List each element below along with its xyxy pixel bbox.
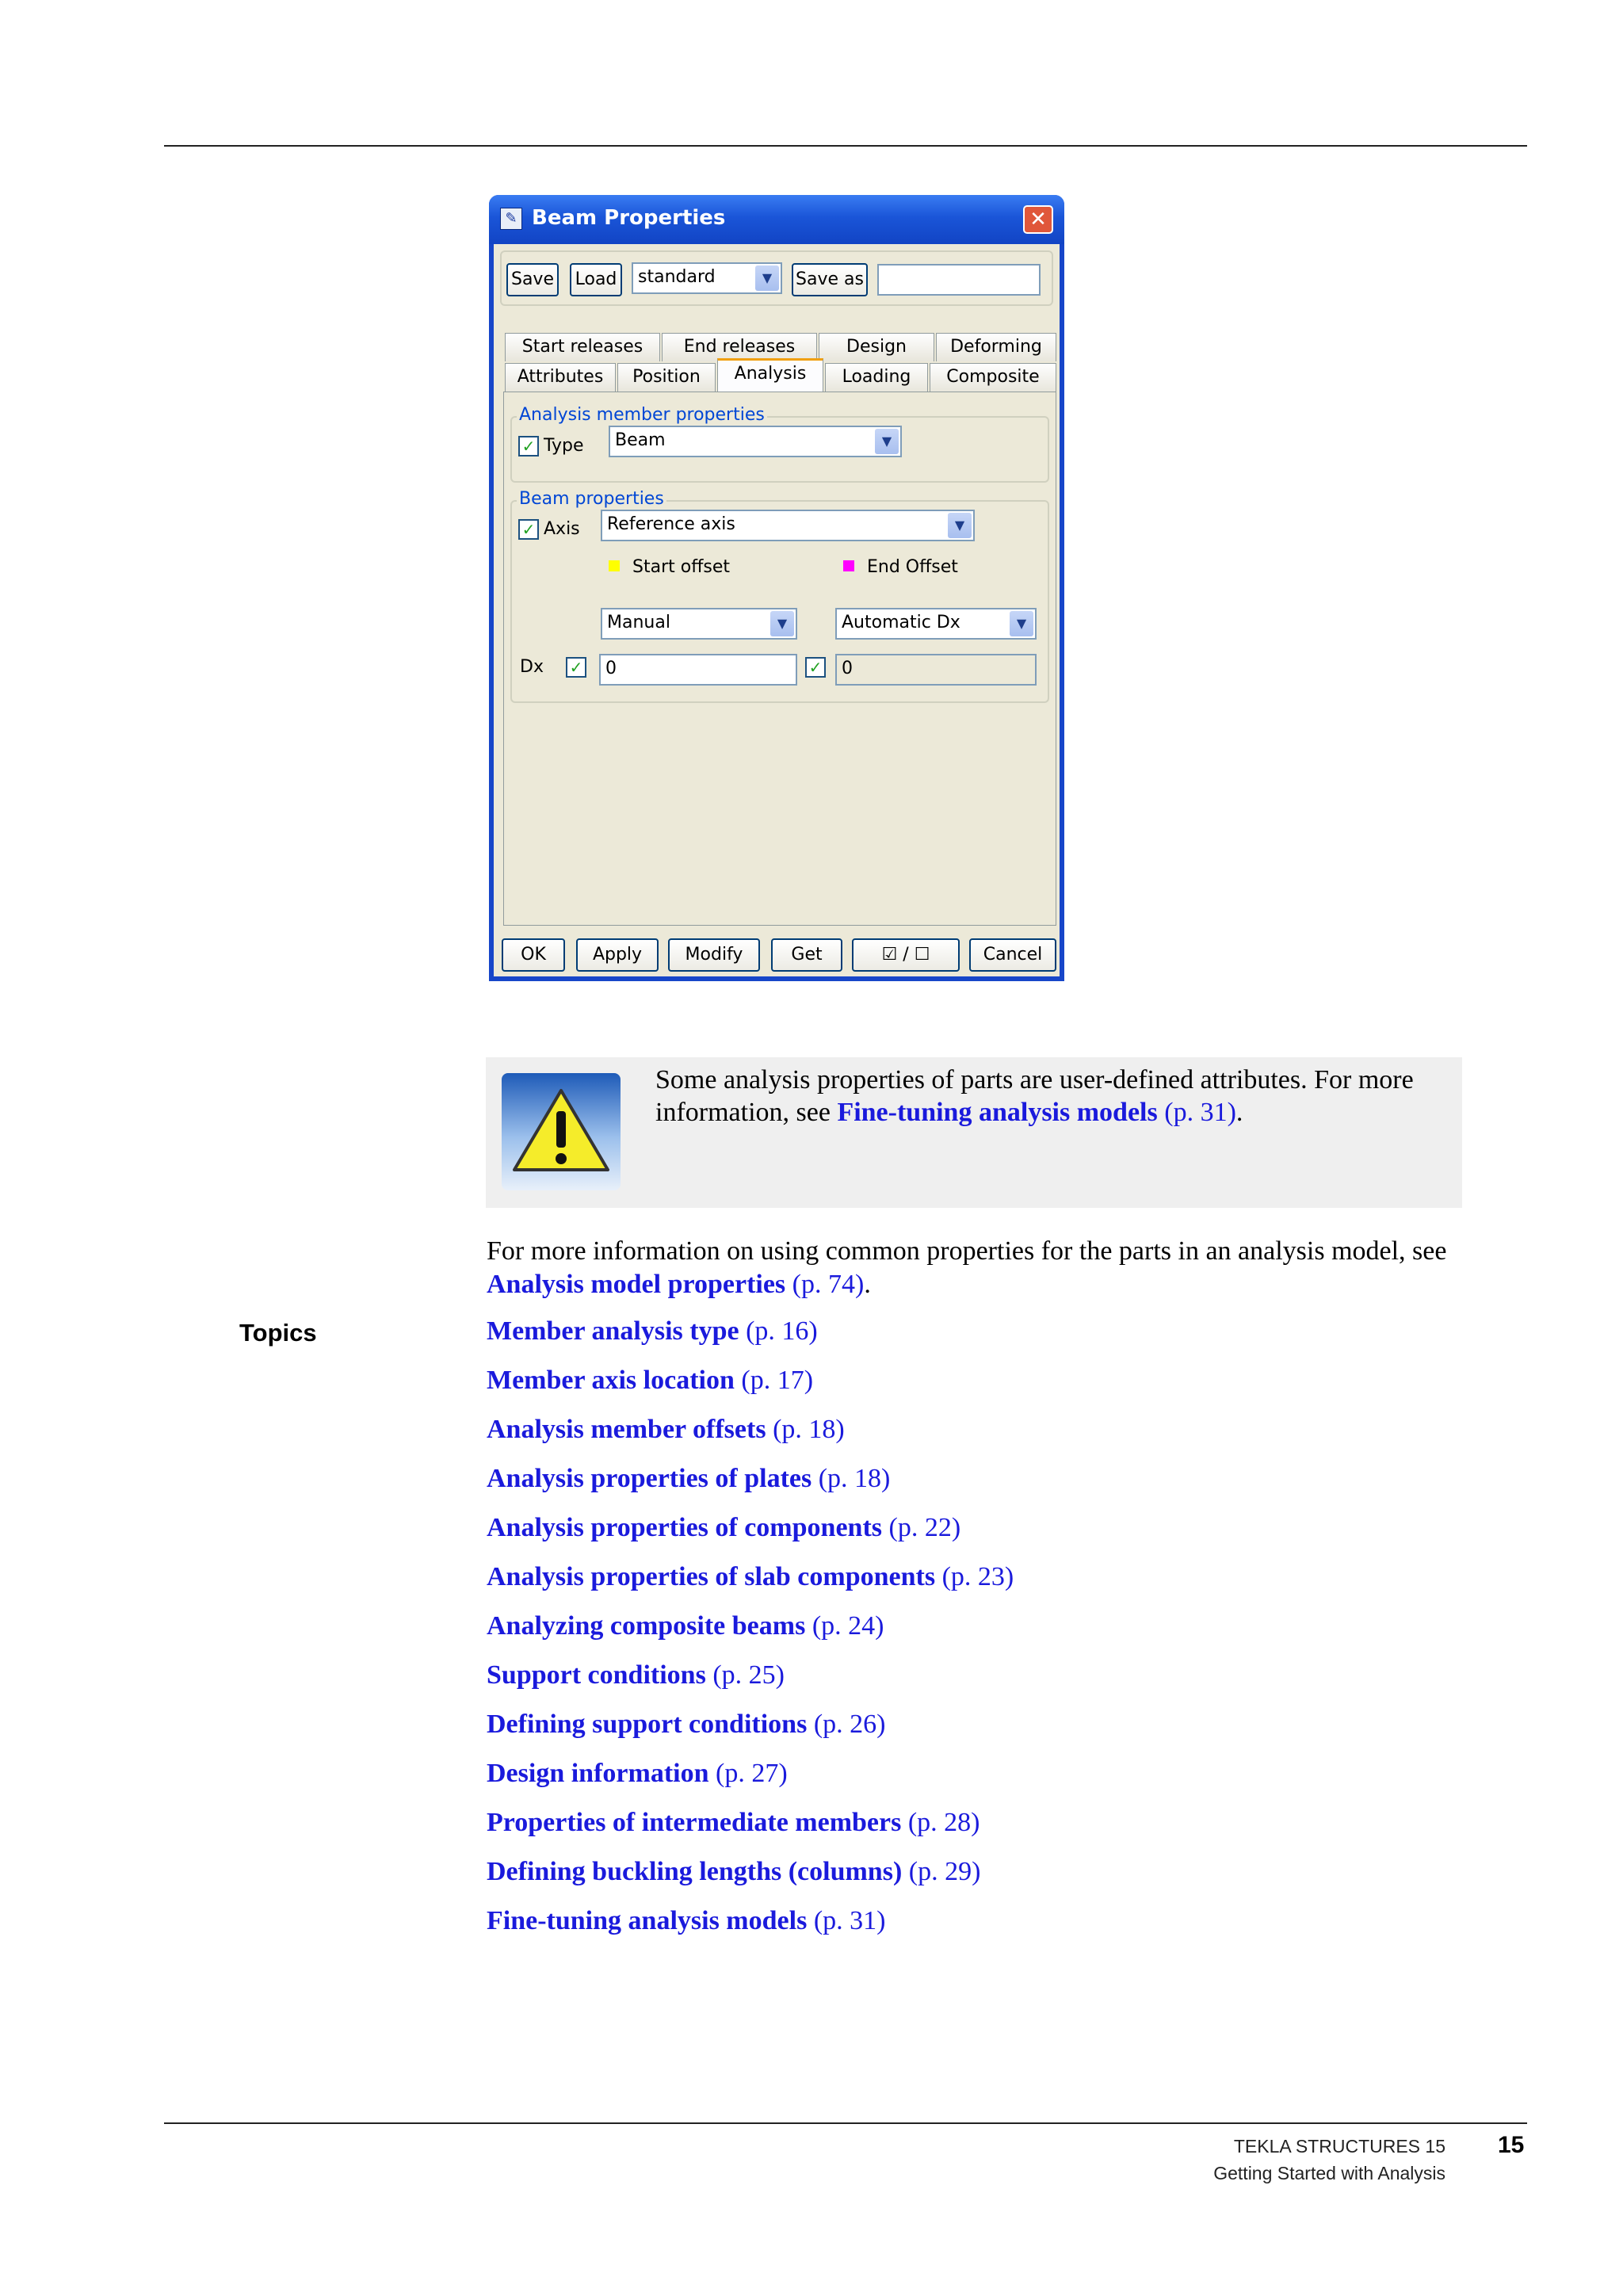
topic-page[interactable]: (p. 29) [908,1857,981,1886]
save-as-button[interactable]: Save as [792,263,868,296]
dx-end-field: 0 [835,654,1037,686]
start-offset-mode-select[interactable] [601,608,797,640]
start-offset-marker [609,560,620,571]
note-text [655,1064,1448,1129]
note-end: . [1235,1098,1243,1127]
type-select[interactable] [609,426,902,457]
topic-page[interactable]: (p. 24) [812,1611,884,1641]
axis-select[interactable] [601,510,975,541]
beam-properties-legend: Beam properties [517,489,666,509]
topic-item[interactable] [487,1461,1014,1510]
start-offset-mode-value: Manual [607,613,670,632]
body-end: . [864,1270,871,1299]
topic-page[interactable]: (p. 18) [818,1464,891,1493]
get-button[interactable]: Get [771,938,842,972]
chevron-down-icon[interactable]: ▼ [770,611,794,636]
footer-product: TEKLA STRUCTURES 15 [1233,2136,1445,2157]
body-link[interactable]: Analysis model properties [487,1270,786,1299]
dx-start-checkbox[interactable]: ✓ [566,657,586,678]
tab-design[interactable]: Design [819,333,934,361]
tab-attributes[interactable]: Attributes [505,363,616,392]
header-rule [164,145,1527,147]
topic-page[interactable]: (p. 18) [773,1415,845,1444]
type-checkbox[interactable]: ✓ [518,436,539,457]
chevron-down-icon[interactable]: ▼ [875,429,899,454]
topic-link[interactable]: Defining support conditions [487,1710,808,1739]
warning-icon [502,1073,621,1190]
note-link-page[interactable]: (p. 31) [1164,1098,1236,1127]
tab-position[interactable]: Position [617,363,716,392]
topic-item[interactable] [487,1854,1014,1903]
topic-link[interactable]: Support conditions [487,1660,706,1690]
topics-label: Topics [239,1319,317,1347]
topic-item[interactable] [487,1657,1014,1706]
topic-page[interactable]: (p. 16) [746,1316,818,1346]
end-offset-mode-value: Automatic Dx [842,613,960,632]
topic-link[interactable]: Analysis properties of components [487,1513,882,1542]
tab-composite[interactable]: Composite [930,363,1056,392]
axis-label: Axis [544,519,580,539]
topic-item[interactable] [487,1510,1014,1559]
chevron-down-icon[interactable]: ▼ [1010,611,1033,636]
topic-link[interactable]: Properties of intermediate members [487,1808,902,1837]
load-button[interactable]: Load [570,263,622,296]
topic-item[interactable] [487,1412,1014,1461]
preset-select[interactable] [632,262,782,294]
topic-page[interactable]: (p. 28) [907,1808,980,1837]
topic-item[interactable] [487,1362,1014,1412]
topic-link[interactable]: Analysis properties of slab components [487,1562,936,1591]
tab-end-releases[interactable]: End releases [662,333,817,361]
topic-link[interactable]: Analysis properties of plates [487,1464,812,1493]
topic-page[interactable]: (p. 25) [712,1660,785,1690]
dialog-client [494,244,1060,976]
dialog-titlebar[interactable] [489,195,1064,244]
topic-page[interactable]: (p. 26) [813,1710,886,1739]
close-button[interactable] [1023,205,1053,234]
topic-page[interactable]: (p. 22) [888,1513,961,1542]
tab-start-releases[interactable]: Start releases [505,333,660,361]
app-icon: ✎ [500,208,522,230]
topic-link[interactable]: Analysis member offsets [487,1415,766,1444]
tab-deforming[interactable]: Deforming [936,333,1056,361]
end-offset-marker [843,560,854,571]
axis-checkbox[interactable]: ✓ [518,519,539,540]
topic-link[interactable]: Defining buckling lengths (columns) [487,1857,903,1886]
type-value: Beam [615,430,666,450]
save-as-name-field[interactable] [877,264,1041,296]
topic-page[interactable]: (p. 27) [716,1759,788,1788]
page-number: 15 [1498,2132,1525,2158]
end-offset-label: End Offset [867,557,958,577]
chevron-down-icon[interactable]: ▼ [948,513,972,538]
topics-list [487,1313,1014,1952]
start-offset-label: Start offset [632,557,730,577]
footer-guide: Getting Started with Analysis [1213,2163,1445,2183]
analysis-tab-panel [503,392,1056,926]
topic-item[interactable] [487,1313,1014,1362]
topic-item[interactable] [487,1706,1014,1755]
type-label: Type [544,436,584,456]
dx-end-checkbox[interactable]: ✓ [805,657,826,678]
dialog-title: Beam Properties [532,206,726,230]
chevron-down-icon[interactable]: ▼ [755,266,779,291]
modify-button[interactable]: Modify [668,938,760,972]
toggle-all-button[interactable]: ☑ / ☐ [852,938,960,972]
dx-label: Dx [520,657,544,677]
body-paragraph [487,1235,1485,1301]
cancel-button[interactable]: Cancel [969,938,1056,972]
note-body: Some analysis properties of parts are user-defined attributes. For more information, see [655,1065,1414,1127]
ok-button[interactable]: OK [502,938,565,972]
close-icon: ✕ [1029,208,1047,231]
apply-button[interactable]: Apply [576,938,659,972]
topic-link[interactable]: Design information [487,1759,709,1788]
topic-link[interactable]: Fine-tuning analysis models [487,1906,808,1935]
preset-value: standard [638,267,716,287]
footer-rule [164,2122,1527,2124]
topic-item[interactable] [487,1608,1014,1657]
topic-link[interactable]: Analyzing composite beams [487,1611,806,1641]
body-link-page[interactable]: (p. 74) [792,1270,865,1299]
analysis-member-properties-legend: Analysis member properties [517,405,767,425]
topic-page[interactable]: (p. 23) [941,1562,1014,1591]
note-box [486,1057,1462,1208]
topic-item[interactable] [487,1805,1014,1854]
topic-page[interactable]: (p. 31) [813,1906,886,1935]
end-offset-mode-select[interactable] [835,608,1037,640]
topic-link[interactable]: Member analysis type [487,1316,739,1346]
beam-properties-dialog [489,195,1064,981]
save-button[interactable]: Save [506,263,559,296]
dx-start-field[interactable]: 0 [599,654,797,686]
tab-loading[interactable]: Loading [825,363,928,392]
topic-item[interactable] [487,1755,1014,1805]
note-link[interactable]: Fine-tuning analysis models [837,1098,1158,1127]
tab-analysis[interactable]: Analysis [717,358,823,392]
topic-page[interactable]: (p. 17) [741,1366,814,1395]
topic-link[interactable]: Member axis location [487,1366,735,1395]
axis-value: Reference axis [607,514,735,534]
body-text: For more information on using common properties for the parts in an analysis model, see [487,1236,1447,1266]
topic-item[interactable] [487,1559,1014,1608]
topic-item[interactable] [487,1903,1014,1952]
